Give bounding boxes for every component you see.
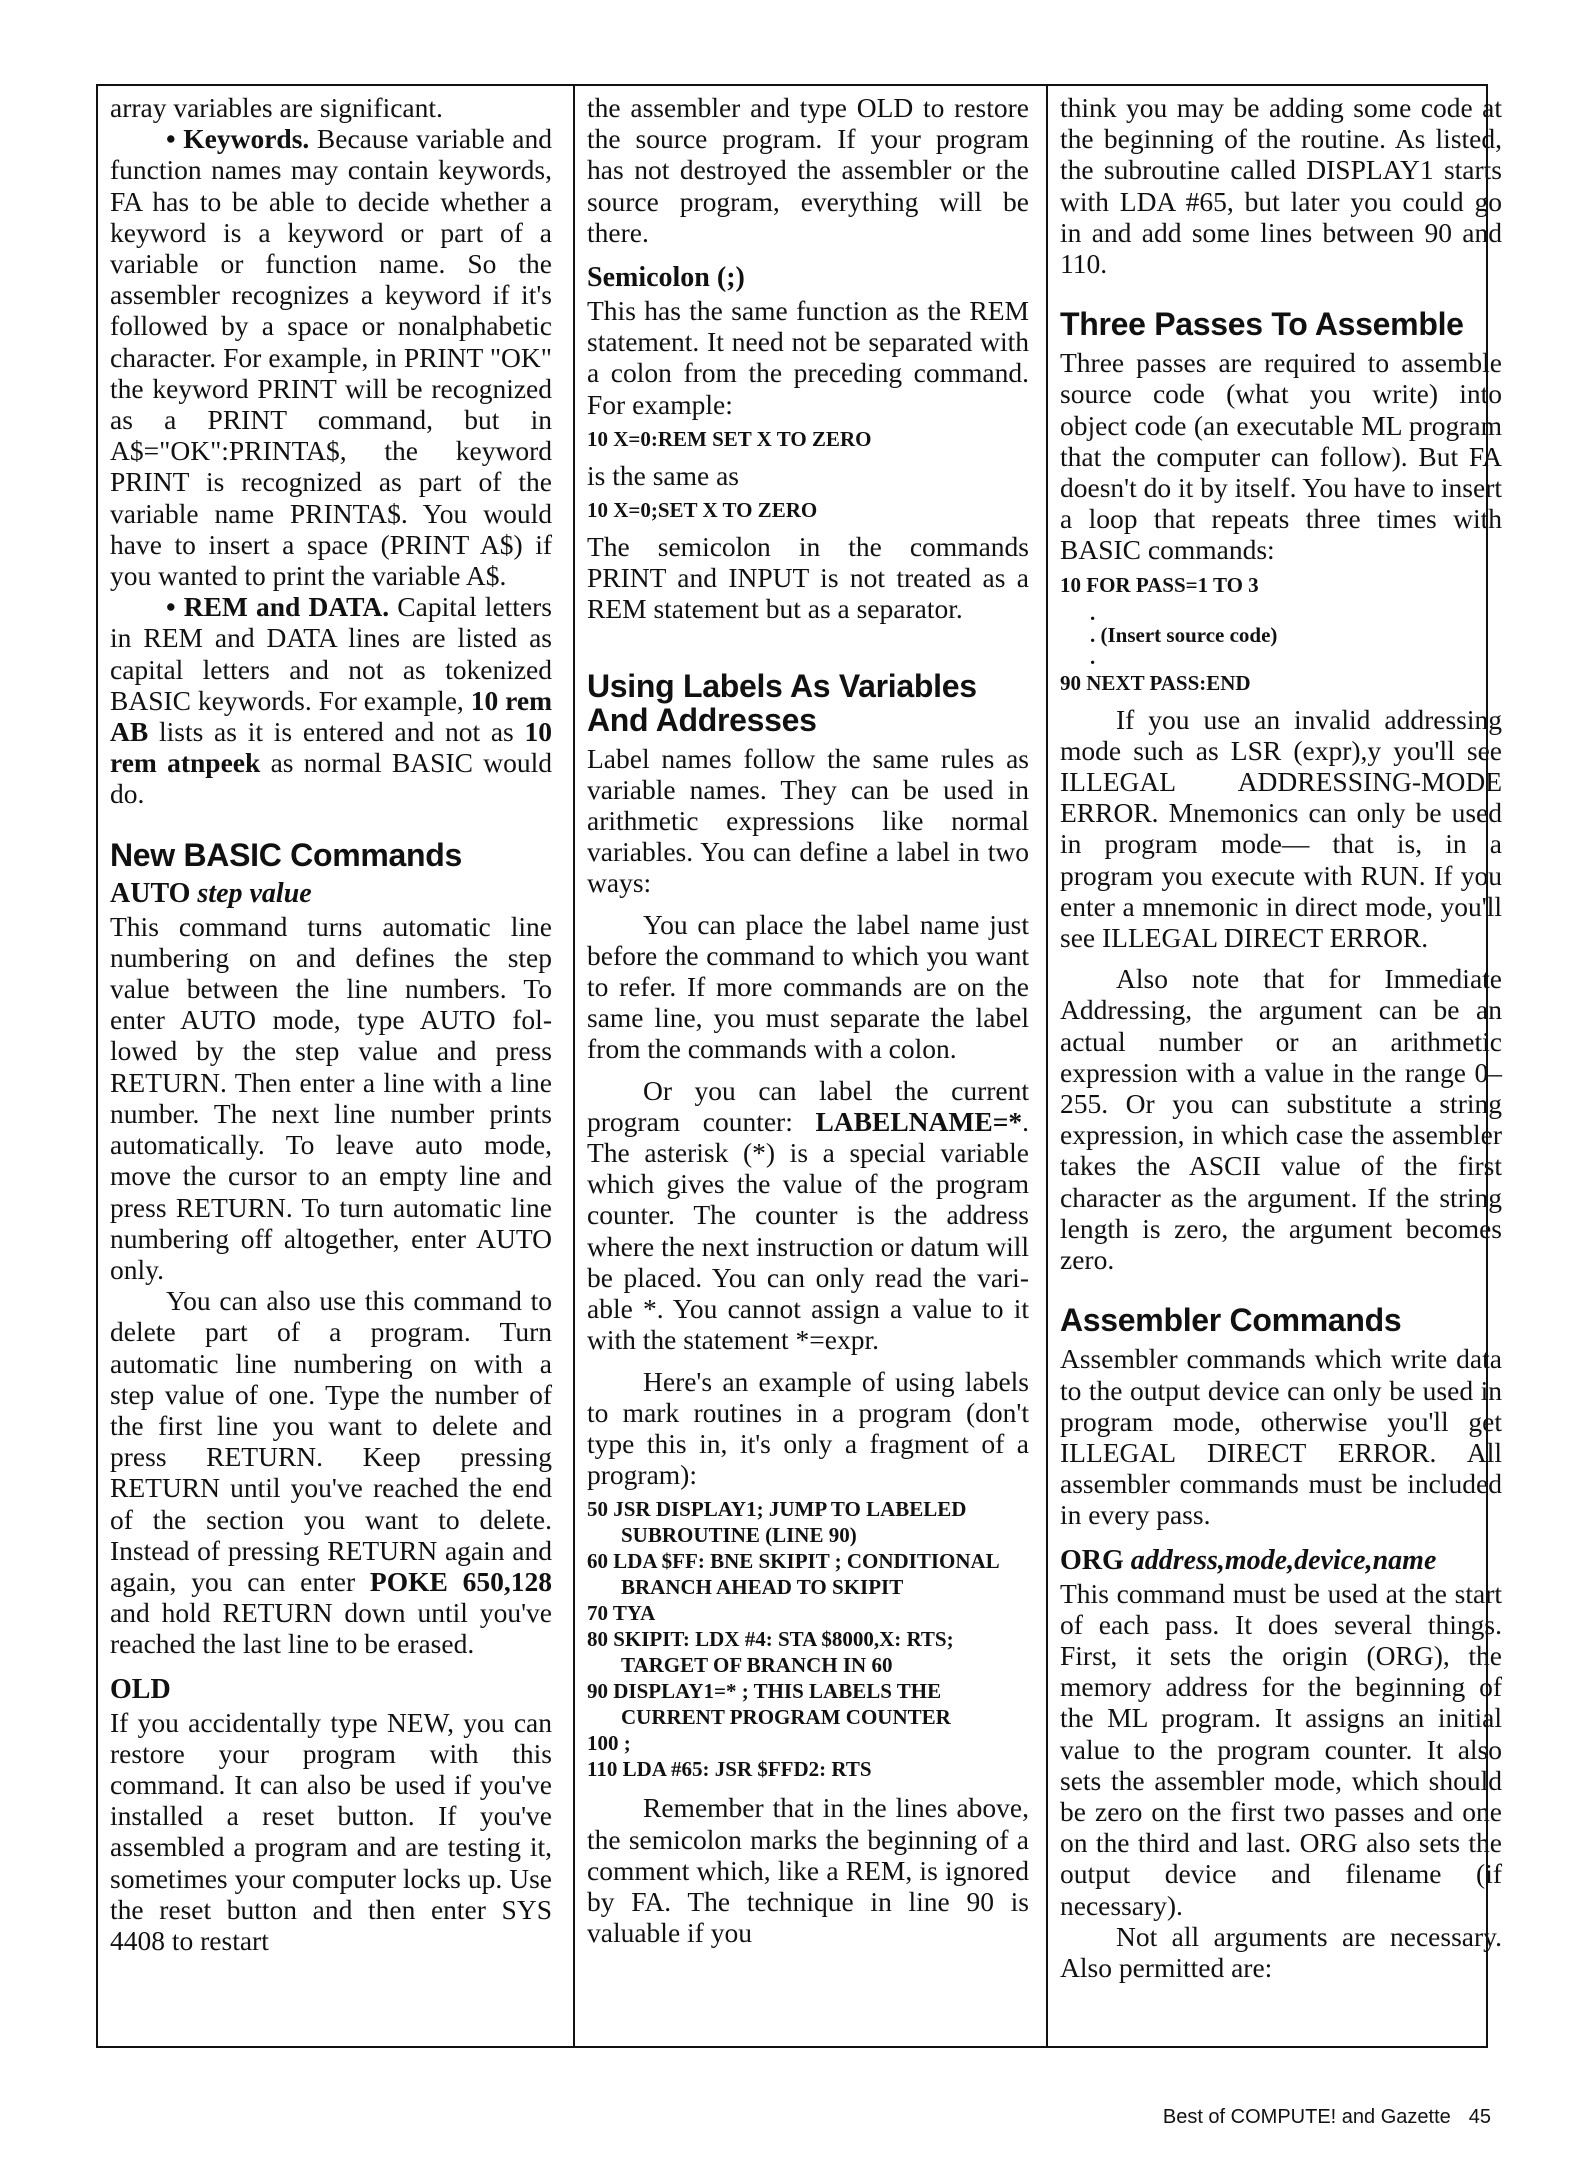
code-example: 10 X=0:REM SET X TO ZERO [587, 426, 872, 451]
rem-text: lists as it is entered and not as [148, 716, 525, 748]
publication-name: Best of COMPUTE! and Gazette [1162, 2106, 1451, 2128]
dots: . [1090, 644, 1096, 669]
paragraph: Remember that in the lines above, the semicolon marks the beginning of a comment which, like a REM, is ignored by FA. The technique in line 90 is valuable if you [587, 1792, 1029, 1949]
keywords-text: Because variable and function names may contain keywords, FA has to be able to decide whether a keyword is a keyword or part of a variable or function name. So the assembler recognizes a keyword if it's followed by a space or nonalphabetic character. For example, in PRINT "OK" the keyword PRINT will be recognized as a PRINT command, but in A$="OK":PRINTA$, the keyword PRINT is recognized as part of the variable name PRINTA$. You would have to insert a space (PRINT A$) if you wanted to print the variable A$. [110, 123, 552, 592]
labelname-example: LABELNAME=* [815, 1105, 1023, 1137]
code-line: 90 DISPLAY1=* ; THIS LABELS THE CURRENT PROGRAM COUNTER [587, 1679, 951, 1730]
paragraph: This has the same function as the REM statement. It need not be separated with a colon from the preceding command. For example: [587, 295, 1029, 420]
column-divider [1046, 84, 1048, 2048]
paragraph: This command turns automatic line numbering on and defines the step value between the line numbers. To enter AUTO mode, type AUTO followed by the step value and press RETURN. Then enter a line with a line number. The next line number prints automatically. To leave auto mode, move the cursor to an empty line and press RETURN. To turn automatic line numbering off altogether, enter AUTO only. [110, 910, 552, 1285]
text-run: Or you can label the current program counter: [587, 1074, 1029, 1137]
rem-text: as normal BASIC would do. [110, 747, 552, 810]
section-heading-assembler: Assembler Commands [1060, 1302, 1402, 1339]
code-listing [587, 1496, 1029, 1782]
code-line: 60 LDA $FF: BNE SKIPIT ; CONDITIONAL BRANCH AHEAD TO SKIPIT [587, 1549, 999, 1600]
paragraph: is the same as [587, 459, 739, 491]
command-heading-auto [110, 878, 552, 909]
paragraph: Assembler commands which write data to the output device can only be used in program mode, otherwise you'll get ILLEGAL DIRECT ERROR. All assembler commands must be included in every pass. [1060, 1343, 1502, 1531]
column-3 [1060, 92, 1502, 1983]
keywords-lead: • Keywords. [166, 123, 310, 155]
paragraph: Here's an example of using labels to mark routines in a program (don't type this in, it's only a fragment of a program): [587, 1365, 1029, 1491]
section-heading-new-basic: New BASIC Commands [110, 836, 462, 873]
page-number: 45 [1468, 2106, 1491, 2128]
text-run: . The asterisk (*) is a special variable which gives the value of the program counter. The counter is the address where the next instruction or datum will be placed. You can only read the variable *. You cannot assign a value to it with the statement *=expr. [587, 1105, 1029, 1356]
text-run: and hold RETURN down until you've reached the last line to be erased. [110, 1597, 552, 1660]
paragraph: If you use an invalid addressing mode such as LSR (expr),y you'll see ILLEGAL ADDRESSING-MODE ERROR. Mnemonics can only be used in program mode— that is, in a program you execute with RUN. If you enter a mnemonic in direct mode, you'll see ILLEGAL DIRECT ERROR. [1060, 703, 1502, 954]
code-line: 70 TYA [587, 1601, 656, 1626]
code-line: 100 ; [587, 1731, 631, 1756]
paragraph: Also note that for Immediate Addressing, the argument can be an actual number or an arithmetic expression with a value in the range 0–255. Or you can substitute a string expression, in which case the assembler takes the ASCII value of the first character as the argument. If the string length is zero, the argument becomes zero. [1060, 963, 1502, 1276]
paragraph: the assembler and type OLD to restore the source program. If your program has not destroyed the assembler or the source program, everything will be there. [587, 92, 1029, 248]
rem-lead: • REM and DATA. [166, 591, 390, 623]
code-line: 80 SKIPIT: LDX #4: STA $8000,X: RTS; TARGET OF BRANCH IN 60 [587, 1627, 954, 1678]
paragraph: If you accidentally type NEW, you can restore your program with this command. It can also be used if you've installed a reset button. If you've assembled a program and are testing it, sometimes your computer locks up. Use the reset button and then enter SYS 4408 to restart [110, 1706, 552, 1956]
code-line: 50 JSR DISPLAY1; JUMP TO LABELED SUBROUTINE (LINE 90) [587, 1497, 967, 1548]
paragraph [587, 1075, 1029, 1356]
command-heading-org [1060, 1545, 1502, 1576]
command-name: ORG [1060, 1544, 1124, 1576]
column-1 [110, 92, 552, 1956]
section-heading-three-passes: Three Passes To Assemble [1060, 306, 1464, 343]
rem-example-2: 10 rem atnpeek [110, 716, 552, 779]
section-heading-labels: Using Labels As Variables And Addresses [587, 667, 977, 738]
paragraph: array variables are significant. [110, 92, 443, 123]
dots: . [1090, 600, 1096, 625]
poke-example: POKE 650,128 [369, 1565, 552, 1597]
keywords-paragraph [110, 123, 552, 591]
code-example: 10 FOR PASS=1 TO 3 [1060, 572, 1259, 597]
code-example: . (Insert source code) [1090, 622, 1278, 647]
rem-example-1: 10 rem AB [110, 684, 552, 748]
code-example: 10 X=0;SET X TO ZERO [587, 498, 818, 523]
page-footer [1163, 2106, 1491, 2129]
code-example: 90 NEXT PASS:END [1060, 670, 1251, 695]
paragraph: Label names follow the same rules as variable names. They can be used in arithmetic expressions like normal variables. You can define a label in two ways: [587, 742, 1029, 899]
rem-text: Capital letters in REM and DATA lines are listed as capital letters and not as tokenized BASIC keywords. For example, [110, 591, 553, 716]
command-arg: step value [197, 877, 312, 909]
rem-data-paragraph [110, 591, 552, 809]
code-line: 110 LDA #65: JSR $FFD2: RTS [587, 1757, 872, 1782]
paragraph: Not all arguments are necessary. Also permitted are: [1060, 1920, 1502, 1983]
column-2 [587, 92, 1029, 1948]
column-divider [573, 84, 575, 2048]
paragraph: Three passes are required to assemble source code (what you write) into object code (an executable ML program that the computer can follow). But FA doesn't do it by itself. You have to insert a loop that repeats three times with BASIC commands: [1060, 347, 1502, 566]
command-name: AUTO [110, 877, 191, 909]
paragraph: You can place the label name just before the command to which you want to refer. If more commands are on the same line, you must separate the label from the commands with a colon. [587, 908, 1029, 1065]
paragraph: think you may be adding some code at the beginning of the routine. As listed, the subroutine called DISPLAY1 starts with LDA #65, but later you could go in and add some lines between 90 and 110. [1060, 92, 1502, 280]
command-heading-old: OLD [110, 1673, 171, 1705]
text-run: You can also use this command to delete part of a program. Turn automatic line numbering on with a step value of one. Type the number of the first line you want to delete and press RETURN. Keep pressing RETURN until you've reached the end of the section you want to delete. Instead of pressing RETURN again and again, you can enter [110, 1285, 552, 1597]
command-arg: address,mode,device,name [1130, 1544, 1437, 1576]
paragraph: This command must be used at the start of each pass. It does several things. First, it sets the origin (ORG), the memory address for the beginning of the ML program. It assigns an initial value to the program counter. It also sets the assembler mode, which should be zero on the first two passes and one on the third and last. ORG also sets the output device and filename (if necessary). [1060, 1577, 1502, 1921]
paragraph: The semicolon in the commands PRINT and INPUT is not treated as a REM statement but as a separator. [587, 531, 1029, 625]
paragraph [110, 1285, 552, 1659]
command-heading-semicolon: Semicolon (;) [587, 262, 745, 294]
